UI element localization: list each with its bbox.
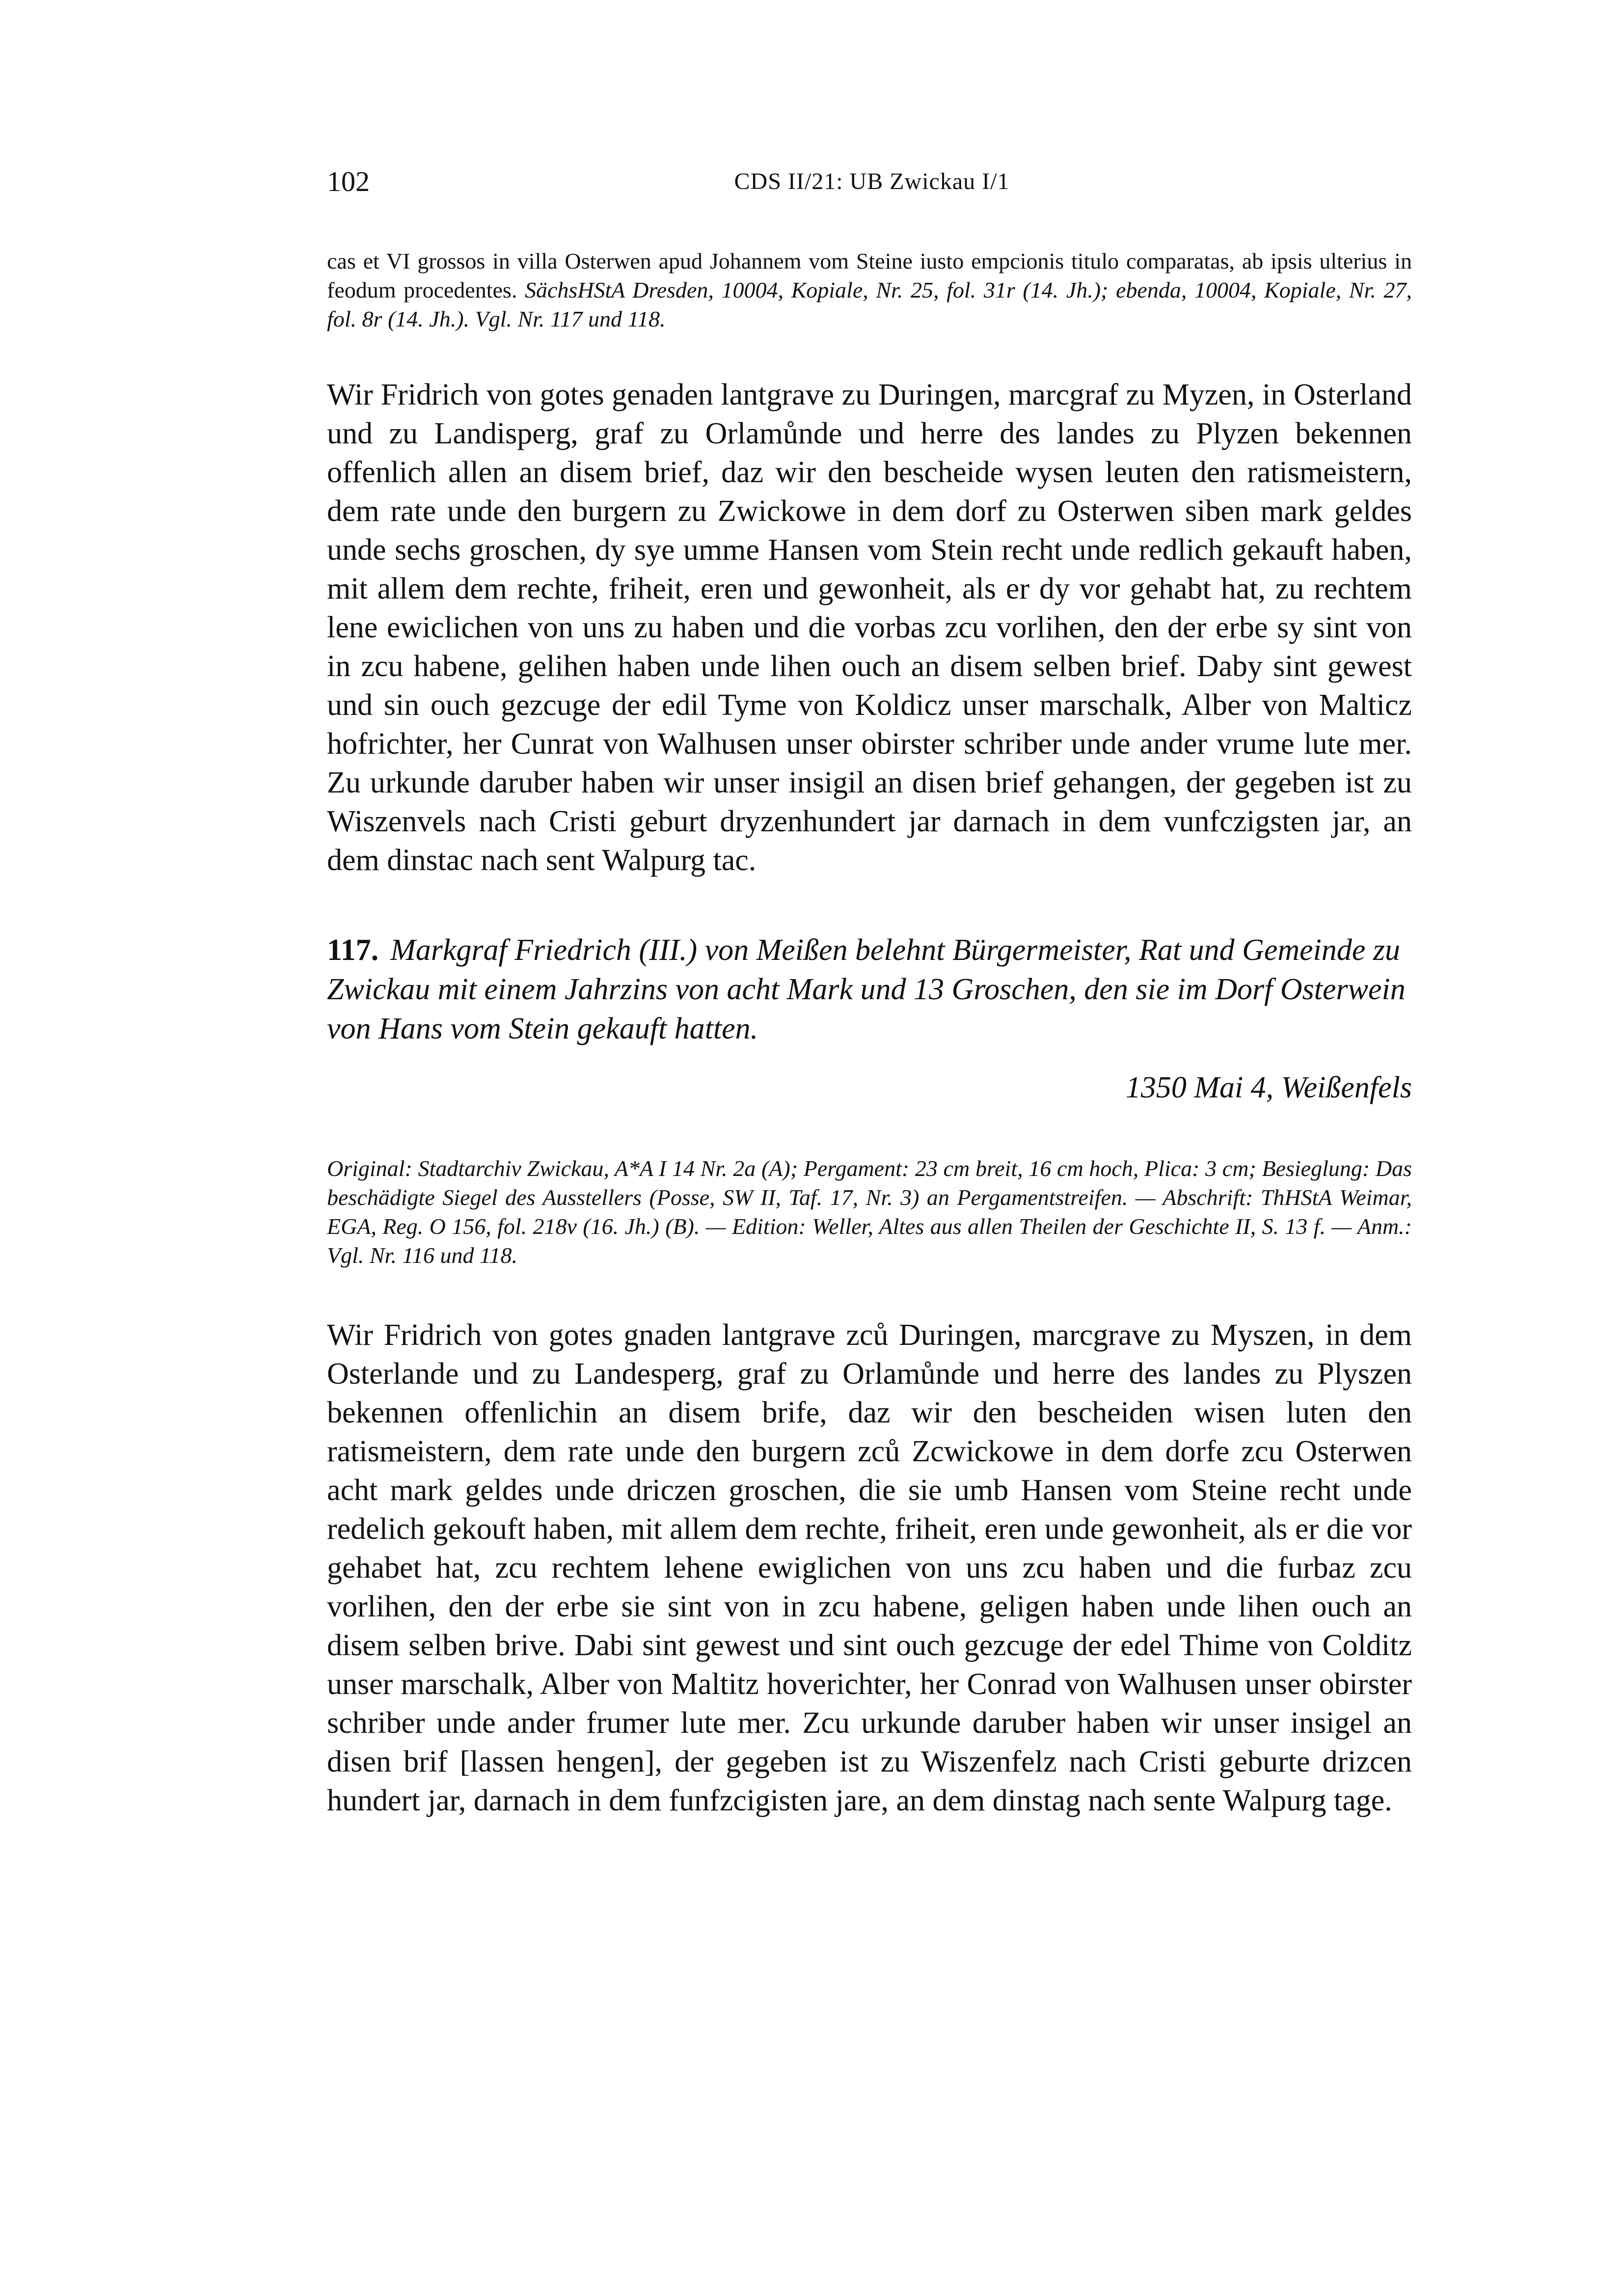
page-number: 102 xyxy=(327,165,370,197)
running-title: CDS II/21: UB Zwickau I/1 xyxy=(734,168,1010,194)
entry-number: 117. xyxy=(327,933,379,967)
previous-entry-text: Wir Fridrich von gotes genaden lantgrave zu Duringen, marcgraf zu Myzen, in Osterland und zu Landisperg, graf zu Orlamůnde und herre des landes zu Plyzen bekennen offenlich allen an disem brief, daz wir den bescheide wysen leuten den ratismeistern, dem rate unde den burgern zu Zwickowe in dem dorf zu Osterwen siben mark geldes unde sechs groschen, dy sye umme Hansen vom Stein recht unde redlich gekauft haben, mit allem dem rechte, friheit, eren und gewonheit, als er dy vor gehabt hat, zu rechtem lene ewiclichen von uns zu haben und die vorbas zcu vorlihen, den der erbe sy sint von in zcu habene, gelihen haben unde lihen ouch an disem selben brief. Daby sint gewest und sin ouch gezcuge der edil Tyme von Koldicz unser marschalk, Alber von Malticz hofrichter, her Cunrat von Walhusen unser obirster schriber unde ander vrume lute mer. Zu urkunde daruber haben wir unser insigil an disen brief gehangen, der gegeben ist zu Wiszenvels nach Cristi geburt dryzenhundert jar darnach in dem vunfczigsten jar, an dem dinstac nach sent Walpurg tac. xyxy=(327,378,1412,877)
entry-title: Markgraf Friedrich (III.) von Meißen belehnt Bürgermeister, Rat und Gemeinde zu Zwickau mit einem Jahrzins von acht Mark und 13 Groschen, den sie im Dorf Osterwein von Hans vom Stein gekauft hatten. xyxy=(327,933,1406,1045)
entry-text: Wir Fridrich von gotes gnaden lantgrave zců Duringen, marcgrave zu Myszen, in dem Osterlande und zu Landesperg, graf zu Orlamůnde und herre des landes zu Plyszen bekennen offenlichin an disem brife, daz wir den bescheiden wisen luten den ratismeistern, dem rate unde den burgern zců Zcwickowe in dem dorfe zcu Osterwen acht mark geldes unde driczen groschen, die sie umb Hansen vom Steine recht unde redelich gekouft haben, mit allem dem rechte, friheit, eren unde gewonheit, als er die vor gehabet hat, zcu rechtem lehene ewiglichen von uns zcu haben und die furbaz zcu vorlihen, den der erbe sie sint von in zcu habene, geligen haben unde lihen ouch an disem selben brive. Dabi sint gewest und sint ouch gezcuge der edel Thime von Colditz unser marschalk, Alber von Maltitz hoverichter, her Conrad von Walhusen unser obirster schriber unde ander frumer lute mer. Zcu urkunde daruber haben wir unser insigel an disen brif [lassen hengen], der gegeben ist zu Wiszenfelz nach Cristi geburte drizcen hundert jar, darnach in dem funfzcigisten jare, an dem dinstag nach sente Walpurg tage. xyxy=(327,1318,1412,1817)
entry-source-note: Original: Stadtarchiv Zwickau, A*A I 14 Nr. 2a (A); Pergament: 23 cm breit, 16 cm hoch, Plica: 3 cm; Besieglung: Das beschädigte Siegel des Ausstellers (Posse, SW II, Taf. 17, Nr. 3) an Pergamentstreifen. — Abschrift: ThHStA Weimar, EGA, Reg. O 156, fol. 218v (16. Jh.) (B). — Edition: Weller, Altes aus allen Theilen der Geschichte II, S. 13 f. — Anm.: Vgl. Nr. 116 und 118. xyxy=(327,1156,1412,1268)
entry-date-place: 1350 Mai 4, Weißenfels xyxy=(1125,1071,1412,1104)
page-header xyxy=(327,162,1417,206)
previous-note-text: cas et VI grossos in villa Osterwen apud Johannem vom Steine iusto empcionis titulo comparatas, ab ipsis ulterius in feodum procedentes. xyxy=(327,248,1412,302)
entry-heading xyxy=(327,930,1412,1048)
previous-entry-note xyxy=(327,246,1412,333)
previous-note-sources: SächsHStA Dresden, 10004, Kopiale, Nr. 25, fol. 31r (14. Jh.); ebenda, 10004, Kopiale, Nr. 27, fol. 8r (14. Jh.). Vgl. Nr. 117 und 118. xyxy=(327,277,1412,331)
